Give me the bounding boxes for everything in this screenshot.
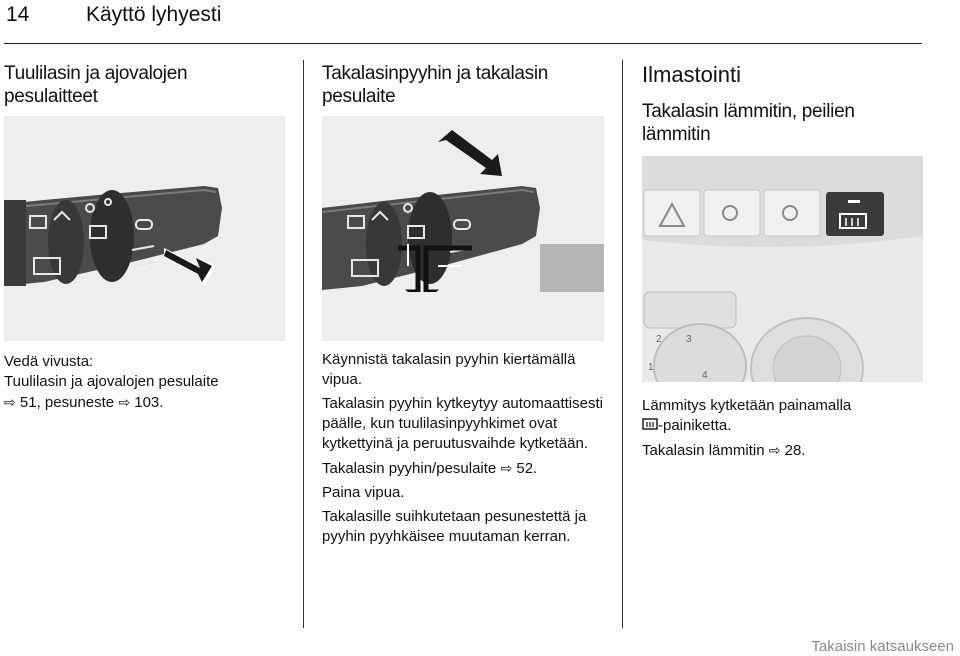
column-divider <box>622 60 623 628</box>
climate-panel-image <box>642 156 923 382</box>
instruction-line: Tuulilasin ja ajovalojen pesulaite <box>4 373 219 390</box>
wiper-stalk-illustration <box>4 116 285 341</box>
dial-label: 1 <box>648 362 654 373</box>
dial-label: 2 <box>656 334 662 345</box>
page-ref-icon[interactable]: ⇨ <box>768 442 781 458</box>
instruction-line: Lämmitys kytketään painamalla <box>642 397 852 414</box>
instruction-line <box>642 440 934 461</box>
section-subheading-heaters: Takalasin lämmitin, peilien lämmitin <box>642 101 855 145</box>
dial-label: 4 <box>702 370 708 381</box>
instruction-line: Vedä vivusta: <box>4 353 94 370</box>
page-number: 14 <box>6 3 30 26</box>
paragraph: Paina vipua. <box>322 484 405 501</box>
page-ref-icon[interactable]: ⇨ <box>4 394 16 410</box>
rear-wiper-image <box>322 116 604 341</box>
rear-window-heater-icon <box>642 418 658 431</box>
page-ref-icon[interactable]: ⇨ <box>118 394 131 410</box>
paragraph: Takalasille suihkutetaan pesunestettä ja pyyhin pyyhkäisee muutaman kerran. <box>322 508 587 545</box>
paragraph-text: Takalasin pyyhin/pesulaite <box>322 460 497 477</box>
paragraph <box>322 458 614 479</box>
section-heading-rear-wiper: Takalasinpyyhin ja takalasin pesulaite <box>322 63 549 107</box>
washer-instructions <box>4 352 296 413</box>
instruction-text: -painiketta. <box>658 417 732 434</box>
column-divider <box>303 60 304 628</box>
page-ref-icon[interactable]: ⇨ <box>500 460 513 476</box>
wiper-stalk-image <box>4 116 285 341</box>
instruction-line <box>642 416 934 436</box>
section-heading-washers: Tuulilasin ja ajovalojen pesulaitteet <box>4 63 188 107</box>
paragraph: Takalasin pyyhin kytkeytyy automaattisesti päälle, kun tuulilasinpyyhkimet ovat kytkettyinä ja peruutusvaihde kytketään. <box>322 395 603 452</box>
back-to-overview-link[interactable]: Takaisin katsaukseen <box>811 638 954 655</box>
header-rule <box>4 43 922 44</box>
dial-label: 3 <box>686 334 692 345</box>
rear-wiper-illustration <box>322 116 604 341</box>
instruction-line <box>4 392 296 413</box>
heater-instructions <box>642 396 934 461</box>
rear-wiper-instructions <box>322 350 614 551</box>
page-ref-text[interactable]: 28. <box>784 442 806 459</box>
page-ref-text[interactable]: 103. <box>134 394 164 411</box>
page-title: Käyttö lyhyesti <box>86 3 222 26</box>
section-heading-climate: Ilmastointi <box>642 62 742 87</box>
paragraph: Käynnistä takalasin pyyhin kiertämällä vipua. <box>322 351 576 388</box>
page-ref-text[interactable]: 51, pesuneste <box>19 394 115 411</box>
page-ref-text[interactable]: 52. <box>516 460 538 477</box>
climate-panel-illustration <box>642 156 923 382</box>
instruction-text: Takalasin lämmitin <box>642 442 765 459</box>
